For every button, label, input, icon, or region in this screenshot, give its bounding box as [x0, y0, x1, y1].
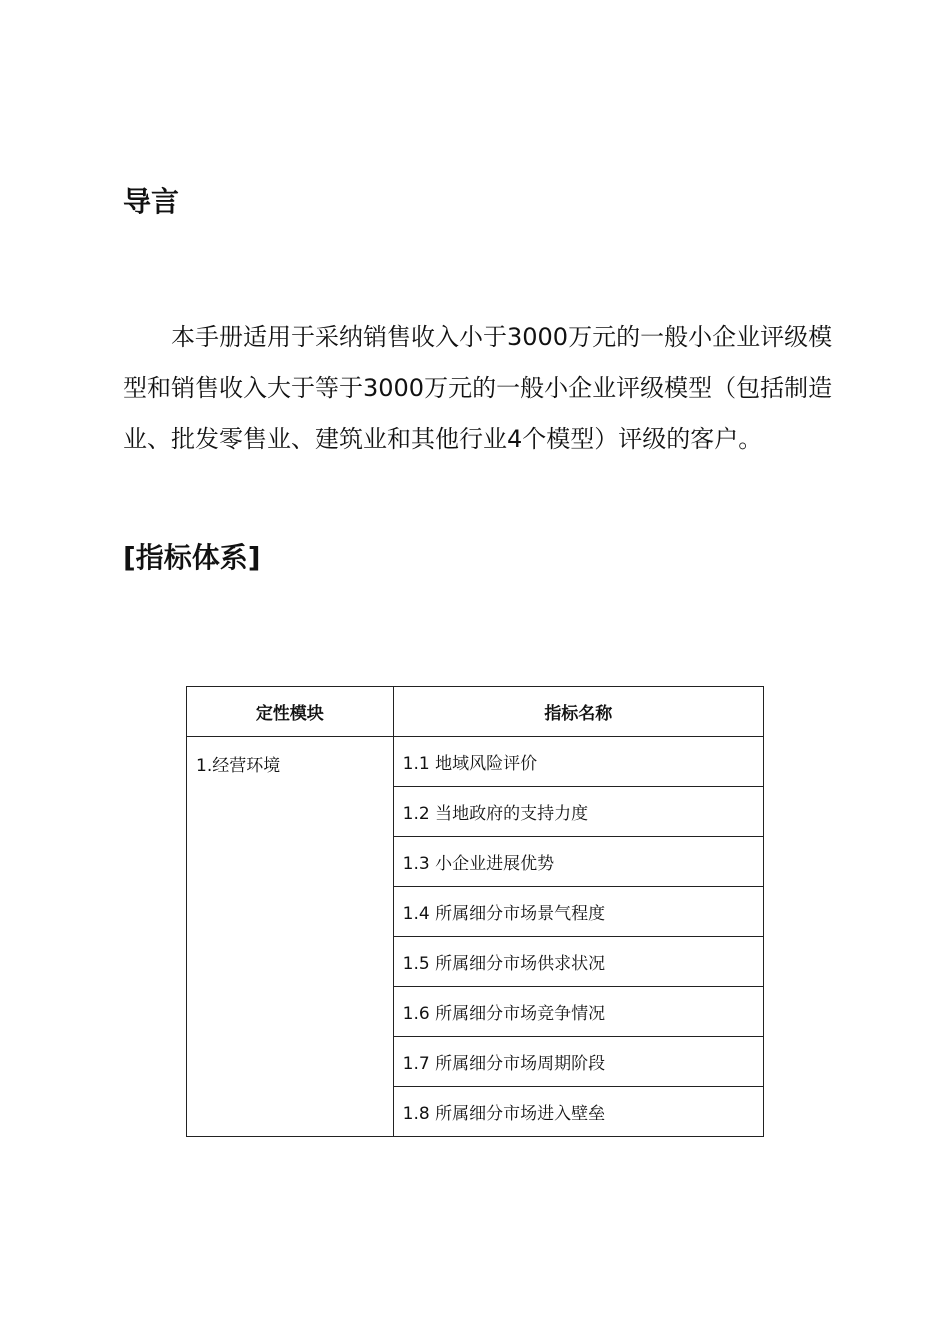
indicator-cell: 1.2 当地政府的支持力度	[393, 787, 763, 837]
header-indicator: 指标名称	[393, 687, 763, 737]
indicator-cell: 1.4 所属细分市场景气程度	[393, 887, 763, 937]
indicator-cell: 1.8 所属细分市场进入壁垒	[393, 1087, 763, 1137]
table-row	[187, 737, 764, 787]
intro-heading: 导言	[123, 185, 180, 218]
table-header-row	[187, 687, 764, 737]
indicator-cell: 1.6 所属细分市场竞争情况	[393, 987, 763, 1037]
indicator-cell: 1.1 地域风险评价	[393, 737, 763, 787]
indicator-cell: 1.3 小企业进展优势	[393, 837, 763, 887]
index-table	[186, 686, 764, 1137]
intro-paragraph: 本手册适用于采纳销售收入小于3000万元的一般小企业评级模型和销售收入大于等于3000万元的一般小企业评级模型（包括制造业、批发零售业、建筑业和其他行业4个模型）评级的客户。	[123, 323, 833, 453]
indicator-cell: 1.7 所属细分市场周期阶段	[393, 1037, 763, 1087]
index-system-heading: [指标体系]	[123, 541, 261, 574]
header-module: 定性模块	[187, 687, 394, 737]
module-cell: 1.经营环境	[187, 737, 394, 1137]
indicator-cell: 1.5 所属细分市场供求状况	[393, 937, 763, 987]
